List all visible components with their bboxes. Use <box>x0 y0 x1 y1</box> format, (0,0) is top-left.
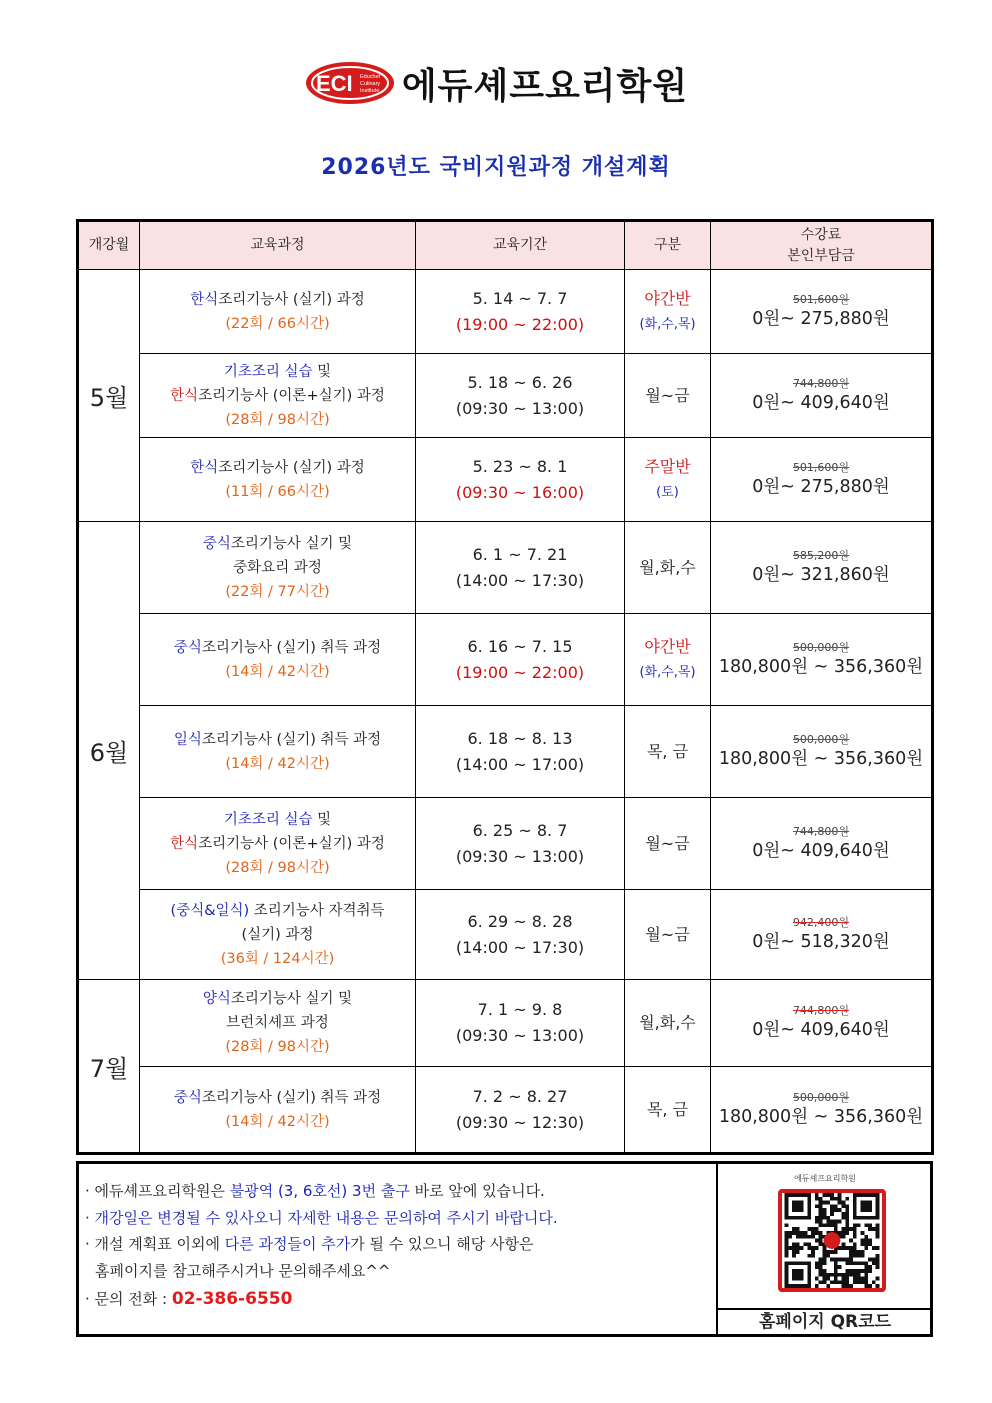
class-type: 월~금 <box>645 924 690 944</box>
header-fee: 수강료 본인부담금 <box>711 221 933 270</box>
sessions: (28회 / 98시간) <box>225 859 330 876</box>
time-range: (09:30 ~ 13:00) <box>455 398 585 418</box>
period-cell <box>416 980 625 1067</box>
table-row <box>78 354 933 438</box>
fee-cell <box>711 890 933 980</box>
gubun-cell <box>625 798 711 890</box>
self-pay-fee: 0원~ 409,640원 <box>752 840 890 861</box>
table-row <box>78 270 933 354</box>
self-pay-fee: 180,800원 ~ 356,360원 <box>718 1106 924 1127</box>
svg-text:ECI: ECI <box>315 71 353 96</box>
gubun-cell <box>625 354 711 438</box>
self-pay-fee: 0원~ 409,640원 <box>752 392 890 413</box>
period-cell <box>416 706 625 798</box>
date-range: 5. 14 ~ 7. 7 <box>472 288 568 308</box>
table-row <box>78 980 933 1067</box>
note-extra-courses: · 개설 계획표 이외에 다른 과정들이 추가가 될 수 있으니 해당 사항은 <box>85 1235 534 1253</box>
original-fee: 942,400원 <box>792 915 850 929</box>
period-cell <box>416 798 625 890</box>
sessions: (14회 / 42시간) <box>225 1113 330 1130</box>
fee-cell <box>711 354 933 438</box>
table-row <box>78 1067 933 1154</box>
class-days: (토) <box>656 484 679 500</box>
course-cell: (중식&일식) 조리기능사 자격취득 (실기) 과정 (36회 / 124시간) <box>140 890 416 980</box>
svg-text:Culinary: Culinary <box>359 81 381 87</box>
fee-cell <box>711 614 933 706</box>
fee-cell <box>711 270 933 354</box>
class-type: 월,화,수 <box>639 1013 696 1032</box>
notes <box>85 1178 705 1313</box>
phone-number[interactable]: 02-386-6550 <box>171 1289 293 1309</box>
original-fee: 501,600원 <box>792 460 850 474</box>
class-type: 목, 금 <box>646 741 689 761</box>
sessions: (28회 / 98시간) <box>225 1039 330 1055</box>
self-pay-fee: 180,800원 ~ 356,360원 <box>718 748 924 769</box>
fee-cell <box>711 1067 933 1154</box>
table-header-row <box>78 221 933 270</box>
period-cell <box>416 354 625 438</box>
course-cell: 기초조리 실습 및 한식조리기능사 (이론+실기) 과정 (28회 / 98시간) <box>140 798 416 890</box>
period-cell <box>416 522 625 614</box>
qr-label: 홈페이지 QR코드 <box>718 1308 932 1336</box>
academy-logo <box>304 58 688 109</box>
course-cell: 기초조리 실습 및 한식조리기능사 (이론+실기) 과정 (28회 / 98시간) <box>140 354 416 438</box>
note-location: · 에듀셰프요리학원은 불광역 (3, 6호선) 3번 출구 바로 앞에 있습니다. <box>85 1182 545 1200</box>
date-range: 6. 25 ~ 8. 7 <box>472 820 568 840</box>
date-range: 5. 18 ~ 6. 26 <box>467 372 573 392</box>
course-cell: 중식조리기능사 실기 및 중화요리 과정 (22회 / 77시간) <box>140 522 416 614</box>
date-range: 7. 2 ~ 8. 27 <box>472 1086 568 1106</box>
date-range: 5. 23 ~ 8. 1 <box>472 456 568 476</box>
table-row <box>78 522 933 614</box>
month-cell: 5월 <box>78 270 140 522</box>
table-row <box>78 798 933 890</box>
period-cell <box>416 890 625 980</box>
date-range: 6. 29 ~ 8. 28 <box>467 911 573 931</box>
page-title: 2026년도 국비지원과정 개설계획 <box>321 155 671 180</box>
gubun-cell <box>625 270 711 354</box>
table-row <box>78 890 933 980</box>
qr-caption: 에듀셰프요리학원 <box>794 1174 856 1183</box>
period-cell <box>416 438 625 522</box>
schedule-table <box>76 219 934 1155</box>
time-range: (09:30 ~ 12:30) <box>455 1112 585 1132</box>
gubun-cell <box>625 890 711 980</box>
period-cell <box>416 270 625 354</box>
gubun-cell <box>625 438 711 522</box>
time-range: (09:30 ~ 13:00) <box>455 846 585 866</box>
time-range: (14:00 ~ 17:00) <box>455 754 585 774</box>
note-schedule-change: · 개강일은 변경될 수 있사오니 자세한 내용은 문의하여 주시기 바랍니다. <box>85 1208 558 1227</box>
original-fee: 744,800원 <box>792 824 850 838</box>
class-days: (화,수,목) <box>639 316 696 332</box>
date-range: 6. 16 ~ 7. 15 <box>467 636 573 656</box>
time-range: (19:00 ~ 22:00) <box>455 662 585 682</box>
sessions: (11회 / 66시간) <box>225 483 330 500</box>
class-type: 야간반 <box>644 636 691 656</box>
class-type: 월,화,수 <box>639 557 696 577</box>
qr-code-icon[interactable] <box>778 1189 886 1292</box>
svg-text:Educhef: Educhef <box>359 74 381 80</box>
self-pay-fee: 180,800원 ~ 356,360원 <box>718 656 924 677</box>
original-fee: 744,800원 <box>792 376 850 390</box>
self-pay-fee: 0원~ 275,880원 <box>752 308 890 329</box>
header-month: 개강월 <box>78 221 140 270</box>
header-period: 교육기간 <box>416 221 625 270</box>
class-type: 야간반 <box>644 288 691 308</box>
course-cell: 한식조리기능사 (실기) 과정 (22회 / 66시간) <box>140 270 416 354</box>
fee-cell <box>711 522 933 614</box>
class-days: (화,수,목) <box>639 664 696 680</box>
footer-info <box>76 1161 933 1337</box>
date-range: 6. 18 ~ 8. 13 <box>467 728 573 748</box>
original-fee: 500,000원 <box>792 732 850 746</box>
time-range: (19:00 ~ 22:00) <box>455 314 585 334</box>
table-row <box>78 614 933 706</box>
course-cell: 중식조리기능사 (실기) 취득 과정 (14회 / 42시간) <box>140 614 416 706</box>
fee-cell <box>711 798 933 890</box>
self-pay-fee: 0원~ 321,860원 <box>752 564 890 585</box>
note-homepage: 홈페이지를 참고해주시거나 문의해주세요^^ <box>95 1261 391 1280</box>
class-type: 월~금 <box>645 385 690 405</box>
month-cell: 6월 <box>78 522 140 980</box>
class-type: 월~금 <box>645 833 690 853</box>
self-pay-fee: 0원~ 409,640원 <box>752 1020 890 1040</box>
sessions: (22회 / 66시간) <box>225 315 330 332</box>
period-cell <box>416 614 625 706</box>
header-course: 교육과정 <box>140 221 416 270</box>
header-gubun: 구분 <box>625 221 711 270</box>
sessions: (14회 / 42시간) <box>225 755 330 772</box>
sessions: (28회 / 98시간) <box>225 411 330 428</box>
original-fee: 744,800원 <box>792 1004 850 1017</box>
fee-cell <box>711 438 933 522</box>
sessions: (14회 / 42시간) <box>225 663 330 680</box>
time-range: (09:30 ~ 13:00) <box>455 1026 585 1045</box>
academy-name: 에듀셰프요리학원 <box>401 65 689 107</box>
course-cell: 한식조리기능사 (실기) 과정 (11회 / 66시간) <box>140 438 416 522</box>
table-row <box>78 438 933 522</box>
date-range: 6. 1 ~ 7. 21 <box>472 544 568 564</box>
note-phone: · 문의 전화 : 02-386-6550 <box>85 1289 293 1309</box>
period-cell <box>416 1067 625 1154</box>
original-fee: 501,600원 <box>792 292 850 306</box>
sessions: (22회 / 77시간) <box>225 583 330 600</box>
qr-area <box>716 1164 932 1334</box>
header <box>0 58 992 108</box>
table-row <box>78 706 933 798</box>
original-fee: 585,200원 <box>792 548 850 562</box>
original-fee: 500,000원 <box>792 640 850 654</box>
time-range: (14:00 ~ 17:30) <box>455 937 585 957</box>
gubun-cell <box>625 980 711 1067</box>
time-range: (14:00 ~ 17:30) <box>455 570 585 590</box>
eci-logo-icon <box>304 60 396 106</box>
fee-cell <box>711 706 933 798</box>
date-range: 7. 1 ~ 9. 8 <box>477 1000 563 1019</box>
gubun-cell <box>625 522 711 614</box>
schedule-body <box>78 270 933 1154</box>
course-cell: 양식조리기능사 실기 및 브런치셰프 과정 (28회 / 98시간) <box>140 980 416 1067</box>
fee-cell <box>711 980 933 1067</box>
original-fee: 500,000원 <box>792 1090 850 1104</box>
course-cell: 중식조리기능사 (실기) 취득 과정 (14회 / 42시간) <box>140 1067 416 1154</box>
self-pay-fee: 0원~ 518,320원 <box>752 931 890 952</box>
gubun-cell <box>625 706 711 798</box>
time-range: (09:30 ~ 16:00) <box>455 482 585 502</box>
svg-text:Institute: Institute <box>359 88 380 94</box>
course-cell: 일식조리기능사 (실기) 취득 과정 (14회 / 42시간) <box>140 706 416 798</box>
self-pay-fee: 0원~ 275,880원 <box>752 476 890 497</box>
class-type: 주말반 <box>644 456 691 476</box>
sessions: (36회 / 124시간) <box>220 950 335 967</box>
gubun-cell <box>625 614 711 706</box>
month-cell: 7월 <box>78 980 140 1154</box>
class-type: 목, 금 <box>646 1099 689 1119</box>
qr-pattern <box>782 1193 882 1288</box>
gubun-cell <box>625 1067 711 1154</box>
